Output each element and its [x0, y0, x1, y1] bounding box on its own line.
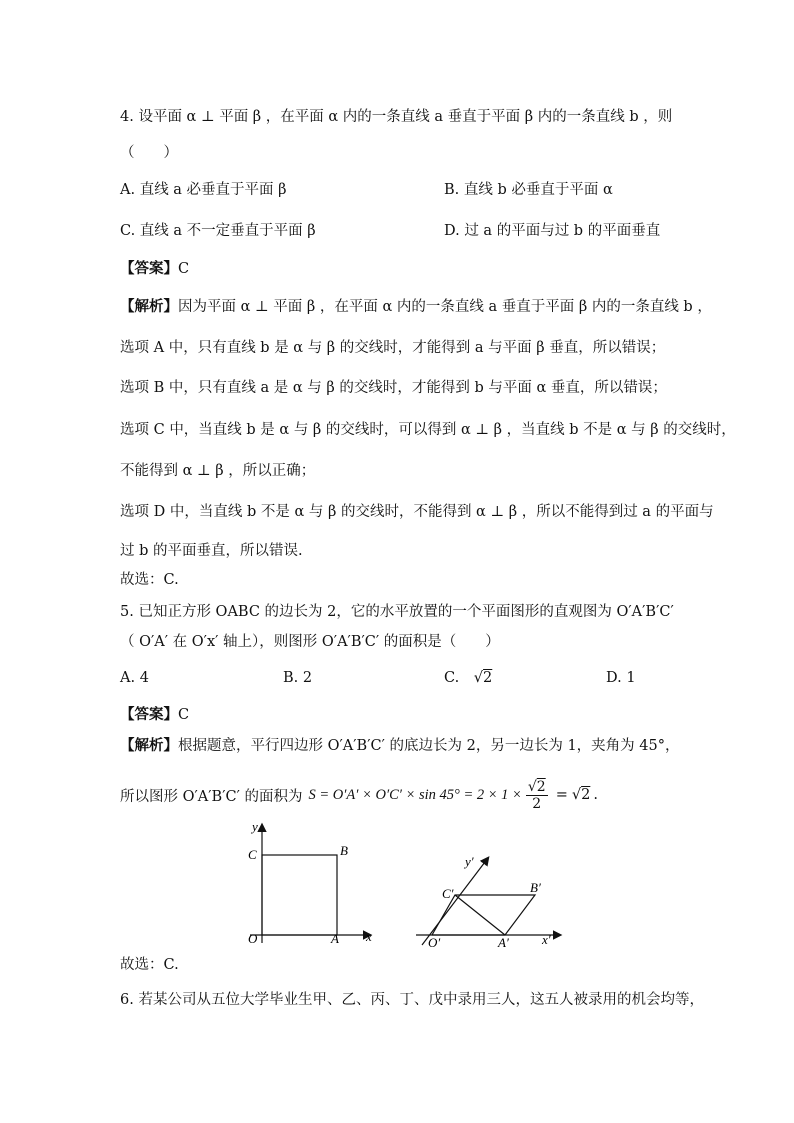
- q5-formula-line: [120, 770, 598, 820]
- label-y: y: [252, 819, 258, 834]
- result-radicand: 2: [581, 787, 591, 803]
- fraction-denominator: 2: [532, 795, 542, 812]
- q4-analysis-1: [120, 297, 712, 317]
- answer-tag: 【答案】: [120, 260, 178, 277]
- q4-analysis-4: 选项 C 中，当直线 b 是 α 与 β 的交线时，可以得到 α ⊥ β ，当直线 b 不是 α 与 β 的交线时，: [120, 422, 736, 438]
- q5-stem-1: 5. 已知正方形 OABC 的边长为 2，它的水平放置的一个平面图形的直观图为 O′A′B′C′: [120, 604, 674, 620]
- sqrt-symbol: √2: [473, 670, 493, 686]
- q5-analysis-text-1: 根据题意，平行四边形 O′A′B′C′ 的底边长为 2，另一边长为 1，夹角为 45°，: [178, 738, 680, 754]
- q5-option-c-label: C.: [444, 670, 460, 686]
- q4-choice: 故选：C.: [120, 572, 179, 588]
- q4-analysis-2: 选项 A 中，只有直线 b 是 α 与 β 的交线时，才能得到 a 与平面 β 垂直，所以错误；: [120, 340, 666, 356]
- label-b-prime: B′: [530, 880, 541, 895]
- q5-option-c: [444, 668, 492, 688]
- q4-stem: 4. 设平面 α ⊥ 平面 β ，在平面 α 内的一条直线 a 垂直于平面 β 内的一条直线 b ，则: [120, 109, 673, 125]
- q4-answer-line: [120, 259, 189, 279]
- label-c-prime: C′: [442, 886, 454, 901]
- label-x: x: [366, 929, 372, 944]
- formula-end: .: [593, 787, 598, 803]
- q4-option-b: B. 直线 b 必垂直于平面 α: [444, 182, 613, 198]
- label-b: B: [340, 843, 348, 858]
- q5-analysis-1: [120, 736, 679, 756]
- q5-option-c-radicand: 2: [483, 670, 493, 686]
- label-y-prime: y′: [465, 854, 474, 869]
- q5-answer-line: [120, 705, 189, 725]
- q5-option-d: D. 1: [606, 670, 636, 686]
- q4-analysis-3: 选项 B 中，只有直线 a 是 α 与 β 的交线时，才能得到 b 与平面 α 垂直，所以错误；: [120, 380, 667, 396]
- label-a: A: [331, 931, 339, 946]
- analysis-tag: 【解析】: [120, 298, 178, 315]
- analysis-tag: 【解析】: [120, 737, 178, 754]
- answer-tag: 【答案】: [120, 706, 178, 723]
- q4-analysis-7: 过 b 的平面垂直，所以错误.: [120, 543, 303, 559]
- result-sqrt: √2: [571, 787, 591, 803]
- label-x-prime: x′: [542, 932, 551, 947]
- q5-answer: C: [178, 707, 190, 723]
- label-c: C: [248, 847, 257, 862]
- q5-option-b: B. 2: [283, 670, 313, 686]
- fraction: [526, 779, 548, 812]
- y-prime-axis: [422, 858, 488, 945]
- q4-option-d: D. 过 a 的平面与过 b 的平面垂直: [444, 223, 661, 239]
- q5-analysis-2-prefix: 所以图形 O′A′B′C′ 的面积为: [120, 788, 303, 805]
- figure-parallelogram: [410, 850, 570, 950]
- figure-square: [240, 815, 390, 950]
- equals: =: [555, 787, 568, 803]
- q4-option-c: C. 直线 a 不一定垂直于平面 β: [120, 223, 316, 239]
- q4-paren: （ ）: [120, 145, 178, 161]
- area-formula: S = O′A′ × O′C′ × sin 45° = 2 × 1 ×: [308, 786, 522, 803]
- label-o: O: [248, 931, 258, 946]
- fraction-numerator: √2: [527, 778, 546, 795]
- q4-analysis-text-1: 因为平面 α ⊥ 平面 β ，在平面 α 内的一条直线 a 垂直于平面 β 内的一条直线 b ，: [178, 299, 712, 315]
- q5-choice: 故选：C.: [120, 957, 179, 973]
- q5-option-a: A. 4: [120, 670, 149, 686]
- fraction-numerator-radicand: 2: [536, 778, 546, 795]
- square-oabc: [262, 855, 337, 935]
- q5-stem-2: （ O′A′ 在 O′x′ 轴上），则图形 O′A′B′C′ 的面积是（ ）: [120, 634, 500, 650]
- q4-option-a: A. 直线 a 必垂直于平面 β: [120, 182, 287, 198]
- segment-ca: [455, 895, 505, 935]
- q4-analysis-5: 不能得到 α ⊥ β ，所以正确；: [120, 463, 316, 479]
- q4-answer: C: [178, 261, 190, 277]
- label-a-prime: A′: [498, 935, 509, 950]
- label-o-prime: O′: [428, 935, 441, 950]
- parallelogram-oabc: [432, 895, 535, 935]
- q4-analysis-6: 选项 D 中，当直线 b 不是 α 与 β 的交线时，不能得到 α ⊥ β ，所以不能得到过 a 的平面与: [120, 504, 714, 520]
- q6-stem: 6. 若某公司从五位大学毕业生甲、乙、丙、丁、戊中录用三人，这五人被录用的机会均等，: [120, 992, 704, 1008]
